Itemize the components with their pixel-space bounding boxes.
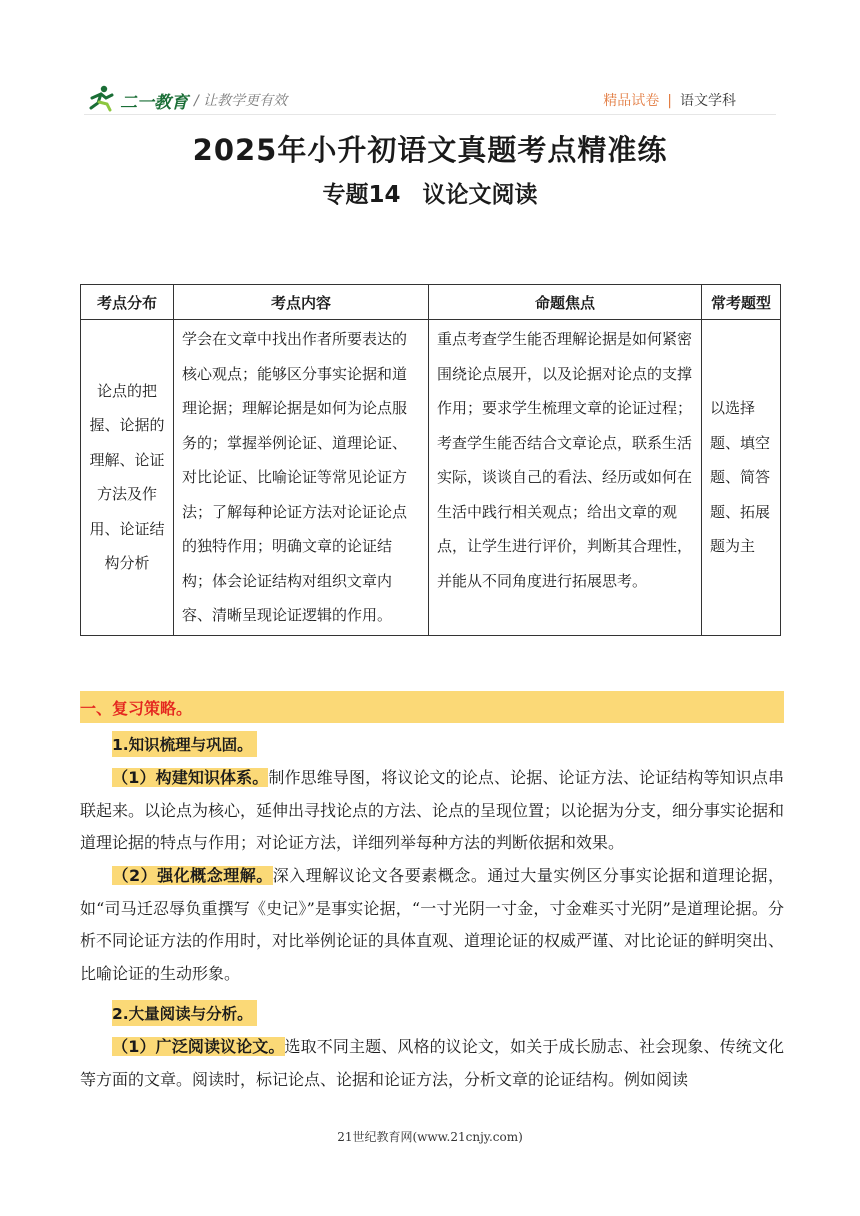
section-title: 一、复习策略。 bbox=[80, 699, 193, 718]
distribution-cell: 论点的把握、论据的理解、论证方法及作用、论证结构分析 bbox=[81, 320, 174, 636]
question-types-cell: 以选择题、填空题、简答题、拓展题为主 bbox=[702, 320, 781, 636]
content-cell: 学会在文章中找出作者所要表达的核心观点；能够区分事实论据和道理论据；理解论据是如何为论点服务的；掌握举例论证、道理论证、对比论证、比喻论证等常见论证方法；了解每种论证方法对论证论点的独特作用；明确文章的论证结构；体会论证结构对组织文章内容、清晰呈现论证逻辑的作用。 bbox=[174, 320, 429, 636]
slogan: / 让教学更有效 bbox=[194, 93, 288, 109]
logo-text: 二一教育 bbox=[120, 93, 188, 113]
table-header-row bbox=[81, 285, 781, 320]
paragraph bbox=[80, 860, 784, 990]
paragraph bbox=[80, 762, 784, 860]
header-divider bbox=[84, 114, 776, 115]
table-header-cell: 命题焦点 bbox=[429, 285, 702, 320]
page-subtitle bbox=[0, 176, 860, 209]
header-subject: 语文学科 bbox=[680, 93, 736, 109]
paragraph-text: 深入理解议论文各要素概念。通过大量实例区分事实论据和道理论据，如“司马迁忍辱负重撰写《史记》”是事实论据，“一寸光阴一寸金，寸金难买寸光阴”是道理论据。分析不同论证方法的作用时，对比举例论证的具体直观、道理论证的权威严谨、对比论证的鲜明突出、比喻论证的生动形象。 bbox=[80, 866, 785, 983]
paragraph-lead: （1）广泛阅读议论文。 bbox=[112, 1037, 285, 1056]
table-header-cell: 考点内容 bbox=[174, 285, 429, 320]
runner-logo-icon bbox=[84, 84, 120, 112]
page-header bbox=[84, 84, 776, 114]
subheading-reading: 2.大量阅读与分析。 bbox=[112, 1000, 257, 1026]
paragraph-lead: （2）强化概念理解。 bbox=[112, 866, 273, 885]
paragraph-text: 选取不同主题、风格的议论文，如关于成长励志、社会现象、传统文化等方面的文章。阅读时，标记论点、论据和论证方法，分析文章的论证结构。例如阅读 bbox=[80, 1037, 784, 1089]
page-title: 2025年小升初语文真题考点精准练 bbox=[192, 133, 668, 167]
table-row bbox=[81, 320, 781, 636]
header-separator: | bbox=[667, 93, 672, 109]
table-header-cell: 常考题型 bbox=[702, 285, 781, 320]
exam-points-table bbox=[80, 284, 781, 636]
page-footer: 21世纪教育网(www.21cnjy.com) bbox=[337, 1130, 523, 1144]
subtitle-topic-name: 议论文阅读 bbox=[422, 182, 538, 208]
header-label: 精品试卷 bbox=[603, 93, 660, 109]
header-right bbox=[603, 90, 736, 110]
paragraph bbox=[80, 1031, 784, 1096]
paragraph-lead: （1）构建知识体系。 bbox=[112, 768, 269, 787]
table-header-cell: 考点分布 bbox=[81, 285, 174, 320]
subheading-knowledge: 1.知识梳理与巩固。 bbox=[112, 731, 257, 757]
focus-cell: 重点考查学生能否理解论据是如何紧密围绕论点展开，以及论据对论点的支撑作用；要求学生梳理文章的论证过程；考查学生能否结合文章论点，联系生活实际，谈谈自己的看法、经历或如何在生活中践行相关观点；给出文章的观点，让学生进行评价，判断其合理性，并能从不同角度进行拓展思考。 bbox=[429, 320, 702, 636]
paragraph-text: 制作思维导图，将议论文的论点、论据、论证方法、论证结构等知识点串联起来。以论点为核心，延伸出寻找论点的方法、论点的呈现位置；以论据为分支，细分事实论据和道理论据的特点与作用；对论证方法，详细列举每种方法的判断依据和效果。 bbox=[80, 768, 785, 852]
subtitle-topic-number: 专题14 bbox=[322, 182, 401, 208]
